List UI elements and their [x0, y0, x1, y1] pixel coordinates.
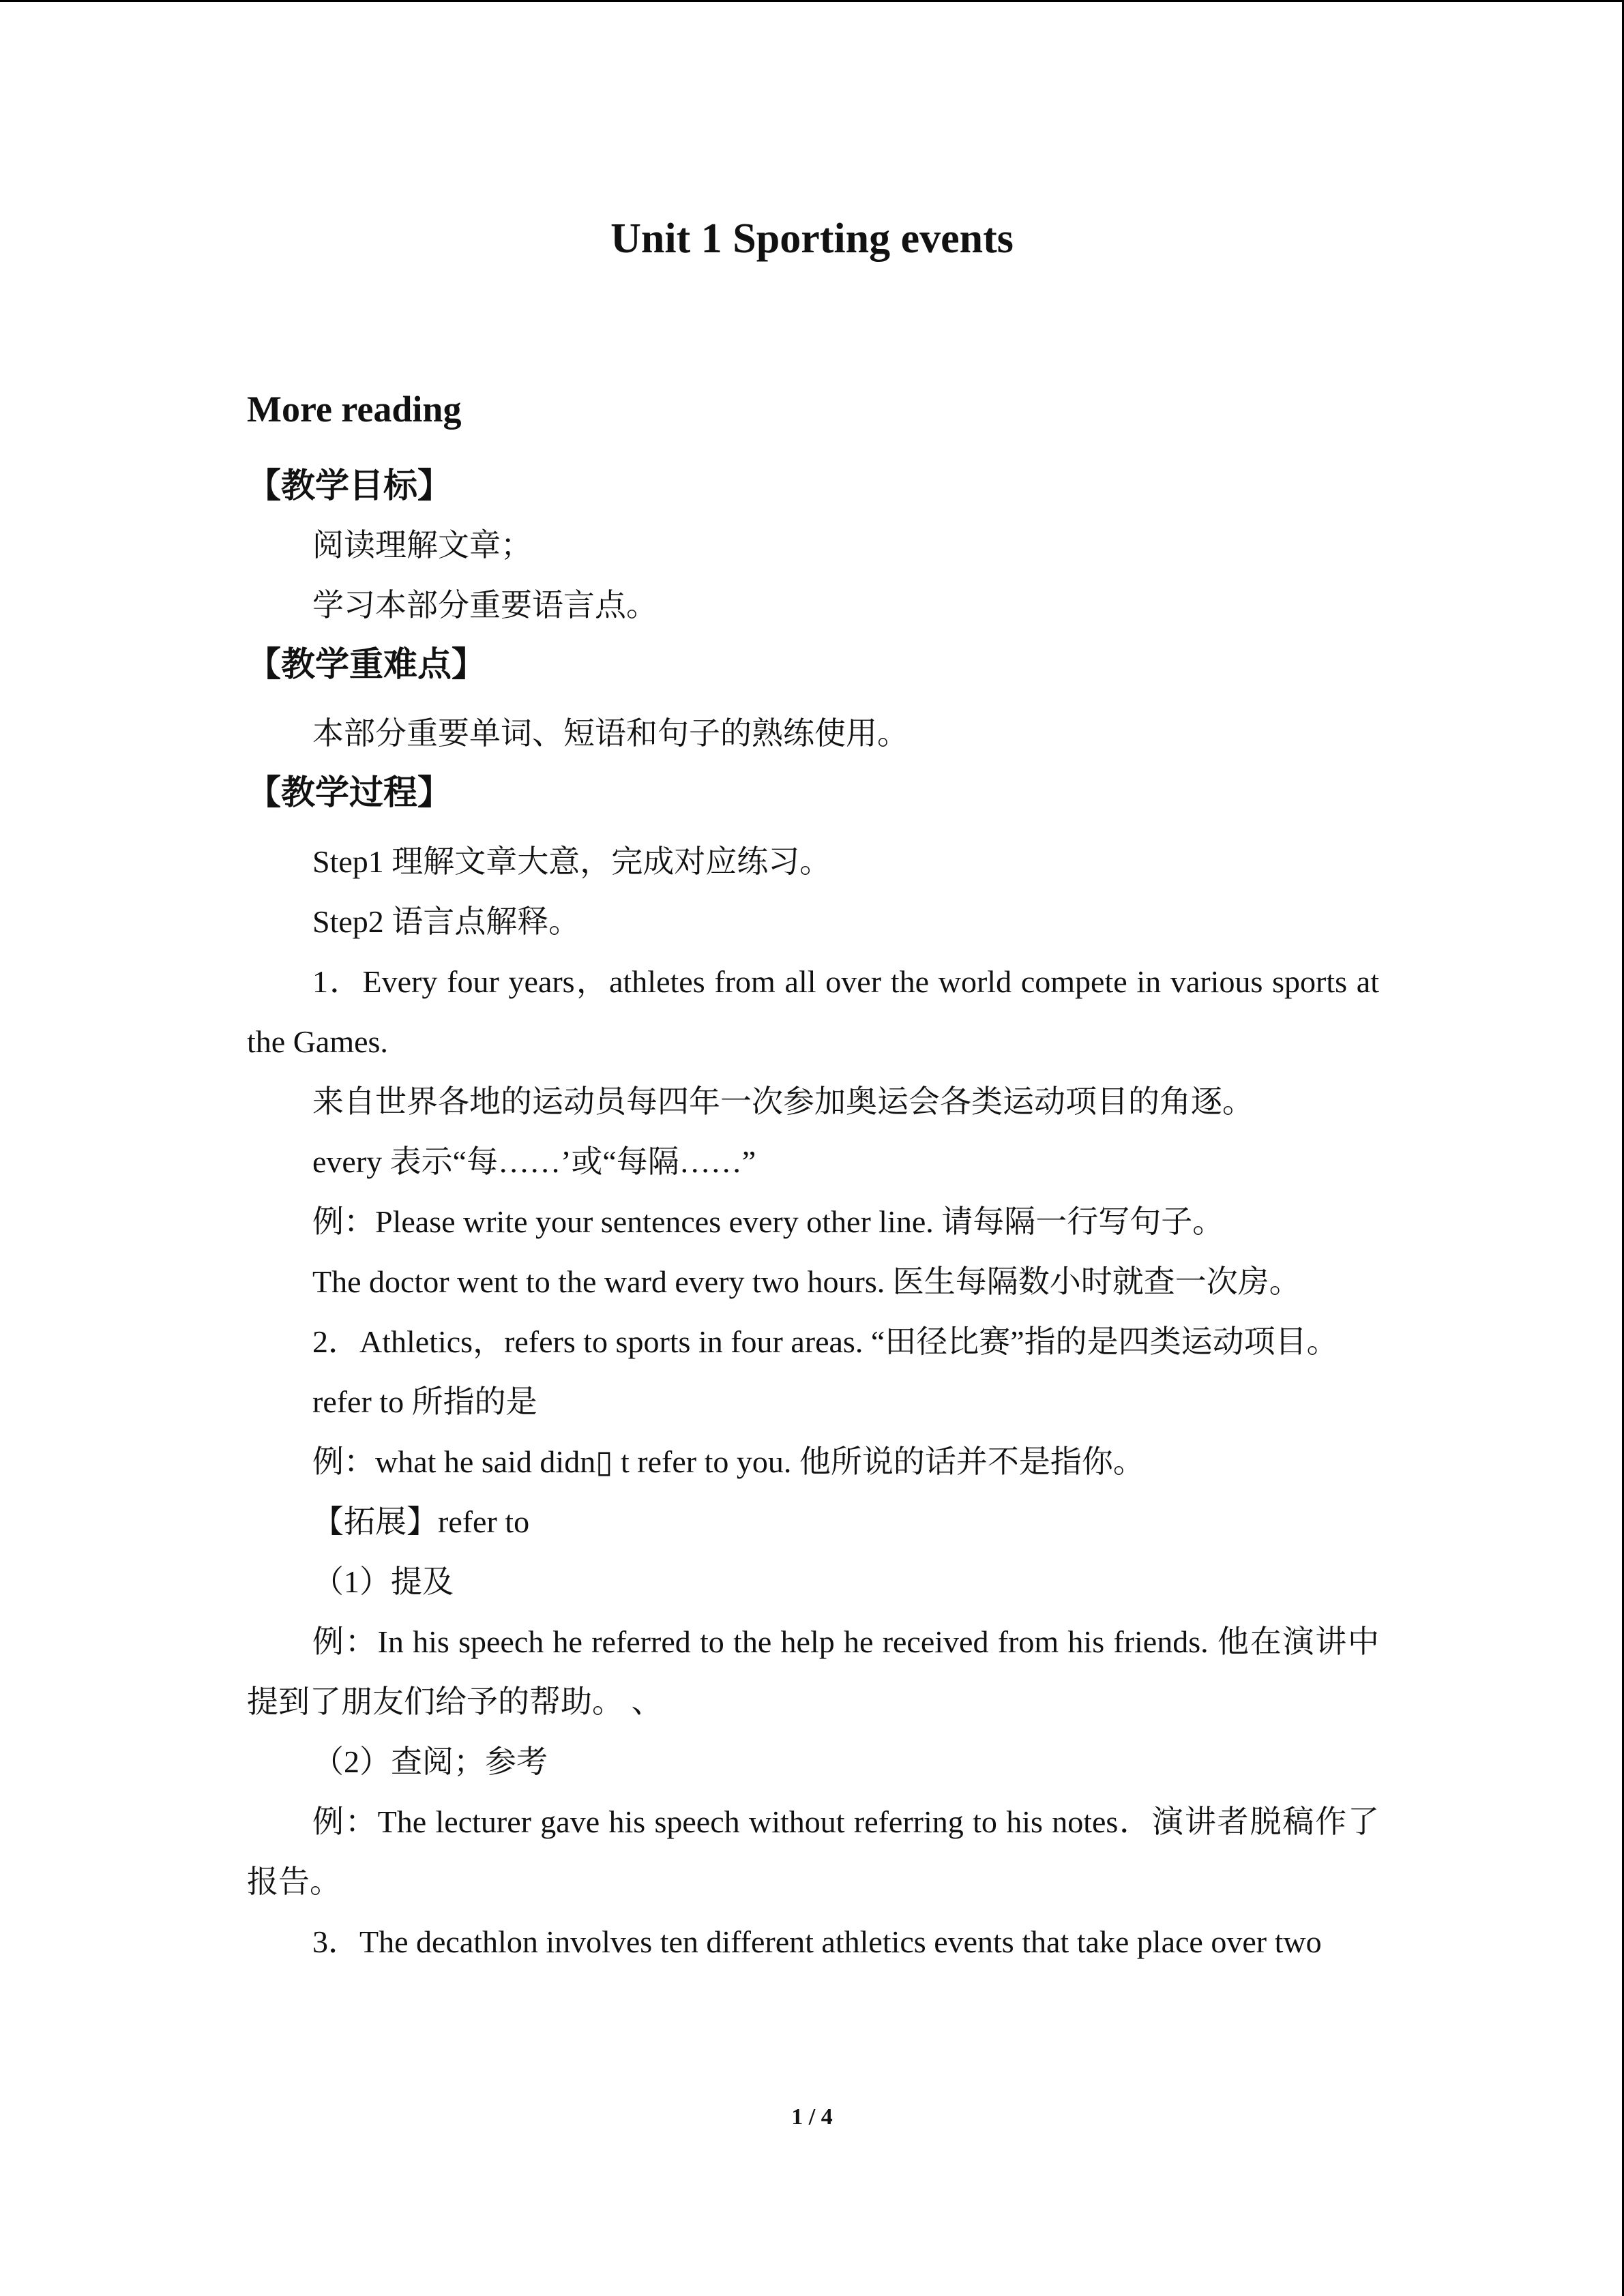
explanation-paragraph: every 表示“每……’或“每隔……” — [312, 1144, 756, 1179]
section-subtitle: More reading — [247, 389, 462, 430]
example-paragraph: 例：In his speech he referred to the help he received from his friends. 他在演讲中提到了朋友们给予的帮助。 、 — [247, 1624, 1379, 1719]
step-paragraph: Step1 理解文章大意，完成对应练习。 — [312, 844, 831, 879]
example-paragraph: 例：Please write your sentences every other line. 请每隔一行写句子。 — [312, 1204, 1224, 1239]
document-body — [247, 382, 1379, 1972]
extension-paragraph: 【拓展】refer to — [312, 1504, 530, 1539]
key-point-item: 本部分重要单词、短语和句子的熟练使用。 — [312, 716, 909, 751]
example-paragraph: 例：The lecturer gave his speech without referring to his notes．演讲者脱稿作了报告。 — [247, 1804, 1379, 1899]
page-number: 1 / 4 — [791, 2104, 833, 2130]
language-point-paragraph: 2．Athletics，refers to sports in four areas. “田径比赛”指的是四类运动项目。 — [312, 1324, 1338, 1359]
key-points-heading: 【教学重难点】 — [247, 645, 486, 683]
document-title: Unit 1 Sporting events — [610, 215, 1014, 262]
language-point-paragraph: 3．The decathlon involves ten different athletics events that take place over two — [312, 1924, 1322, 1959]
objective-item: 学习本部分重要语言点。 — [312, 588, 658, 623]
extension-meaning: （1）提及 — [312, 1564, 454, 1599]
language-point-paragraph: 1．Every four years，athletes from all over the world compete in various sports at the Games. — [247, 964, 1379, 1059]
translation-paragraph: 来自世界各地的运动员每四年一次参加奥运会各类运动项目的角逐。 — [312, 1084, 1254, 1119]
example-paragraph: 例：what he said didn▯ t refer to you. 他所说的话并不是指你。 — [312, 1444, 1145, 1479]
step-paragraph: Step2 语言点解释。 — [312, 904, 580, 939]
process-heading: 【教学过程】 — [247, 773, 452, 811]
objective-item: 阅读理解文章； — [312, 528, 532, 563]
objectives-heading: 【教学目标】 — [247, 466, 452, 505]
extension-meaning: （2）查阅；参考 — [312, 1744, 548, 1779]
example-paragraph: The doctor went to the ward every two hours. 医生每隔数小时就查一次房。 — [312, 1264, 1301, 1299]
explanation-paragraph: refer to 所指的是 — [312, 1384, 537, 1419]
